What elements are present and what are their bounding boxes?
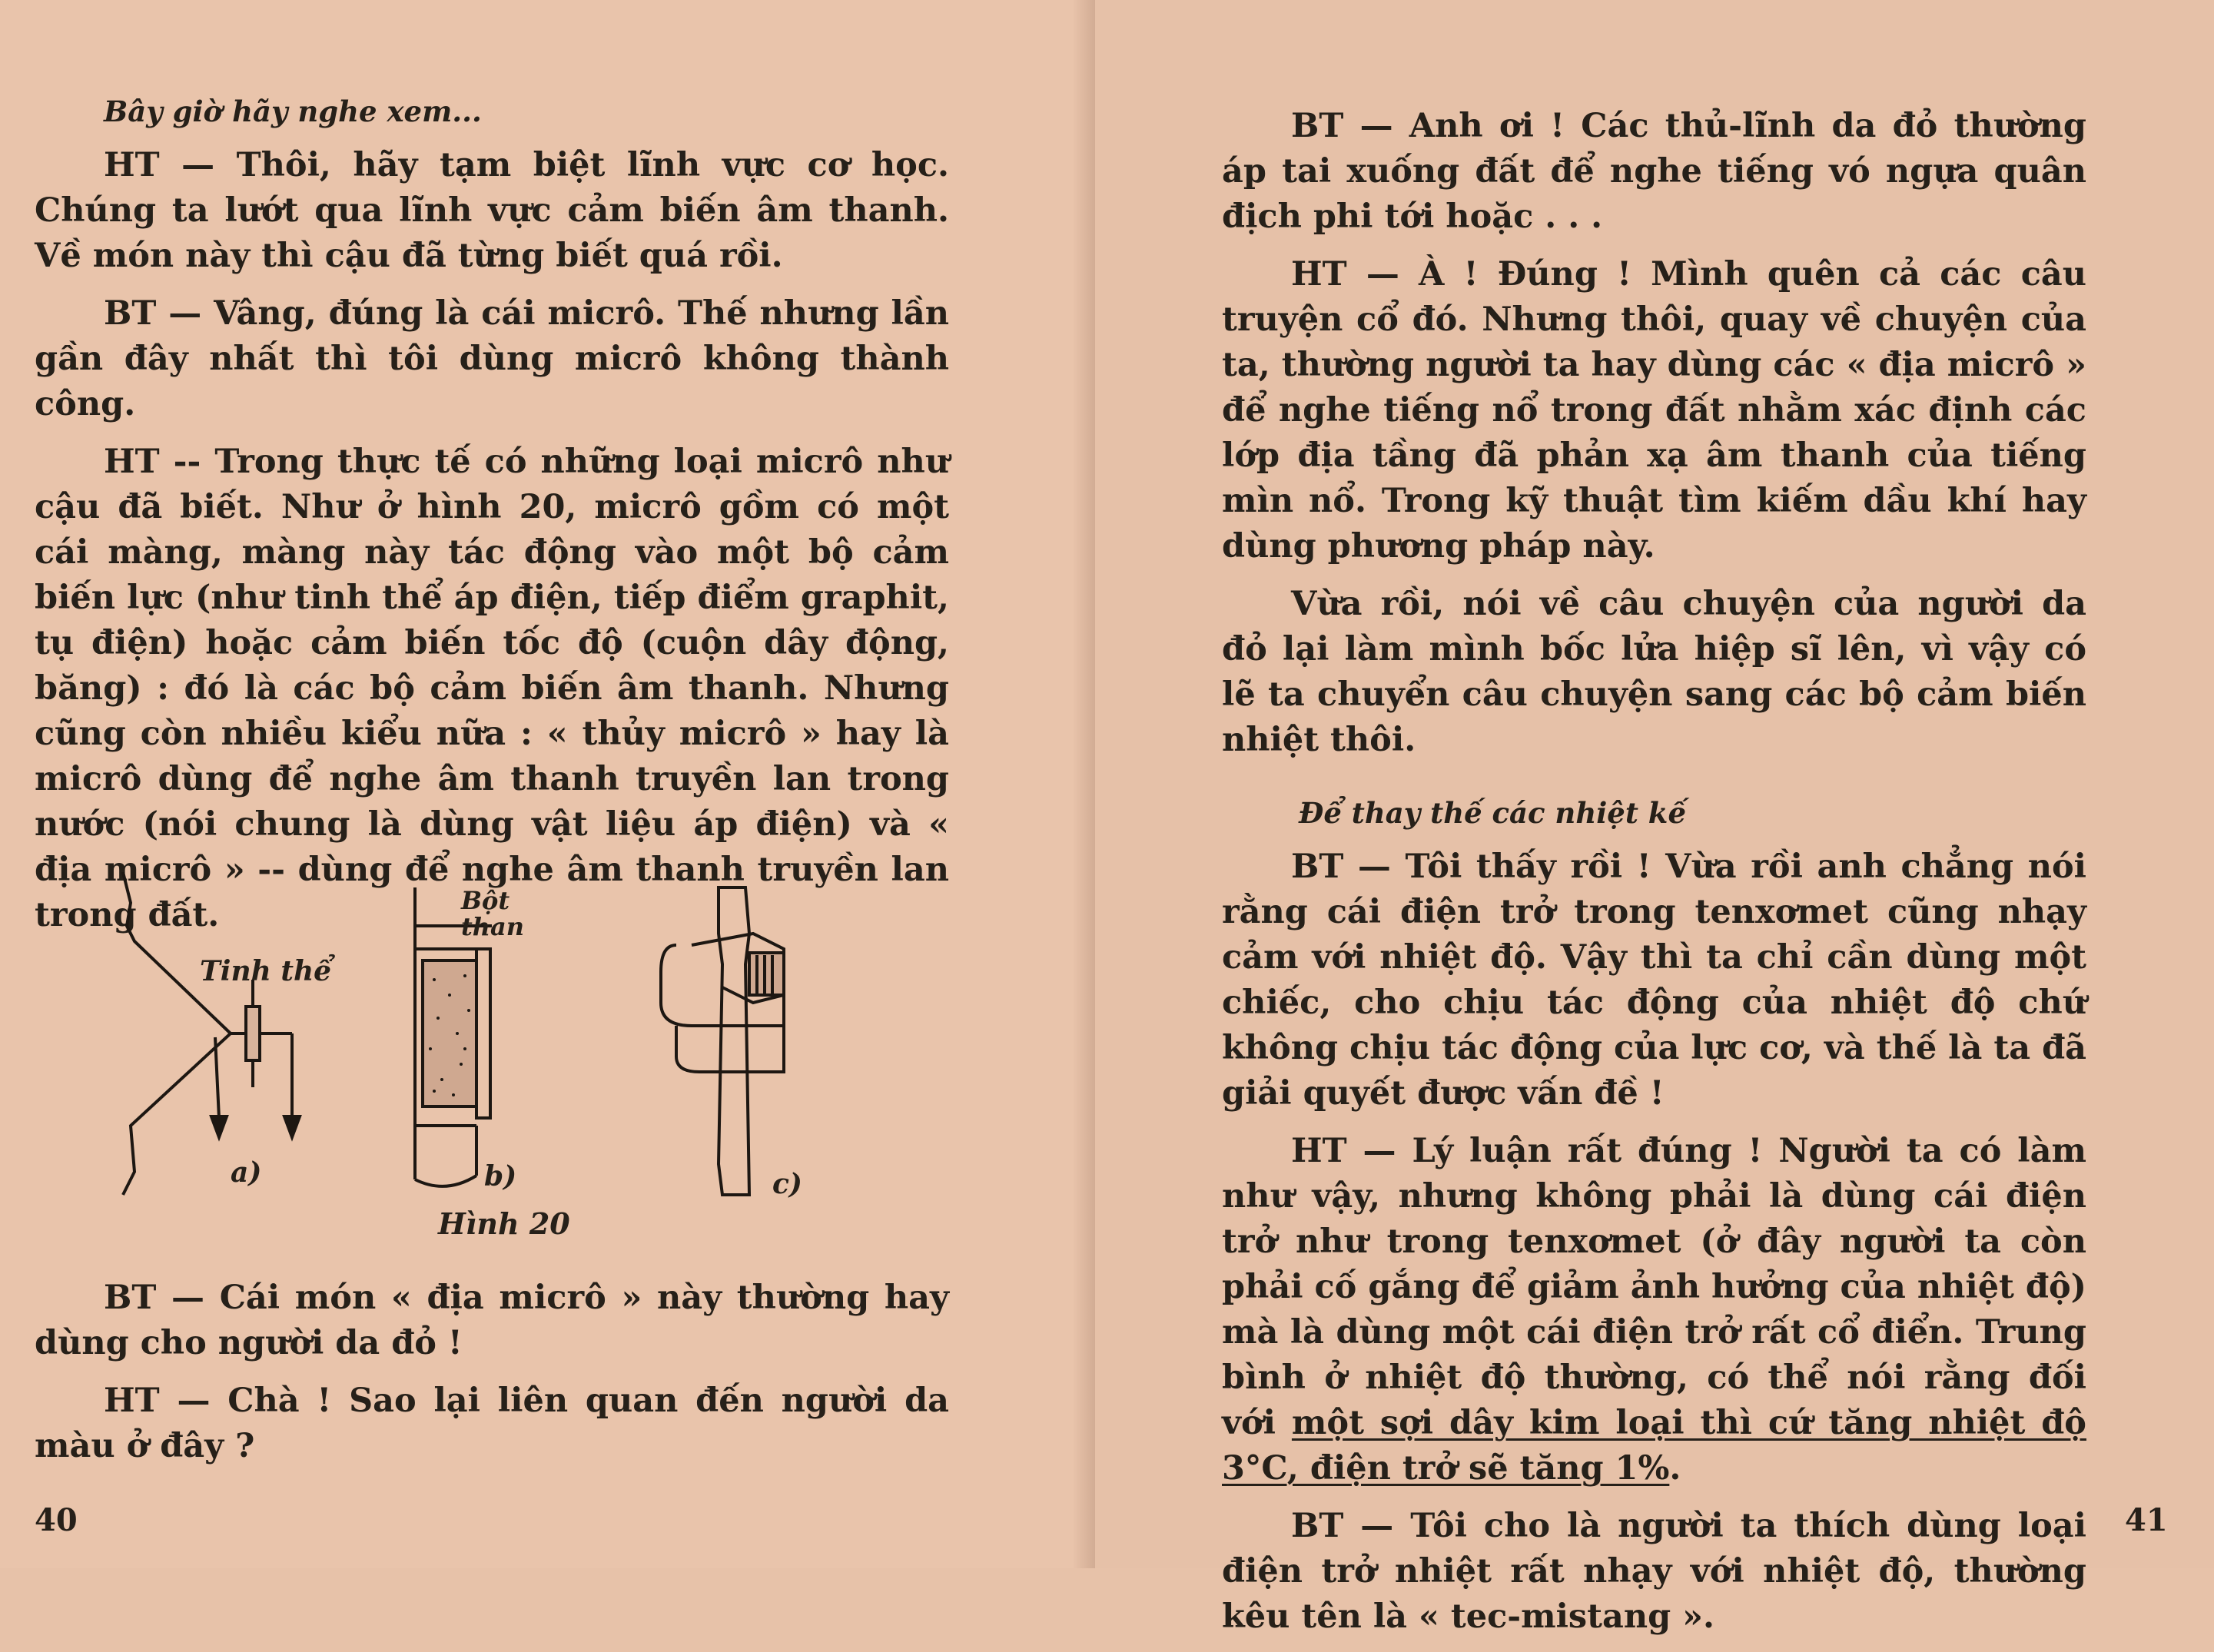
paragraph-text-end: . [1669,1449,1681,1488]
diagram-a-crystal-microphone [123,872,300,1195]
page-number-left: 40 [35,1502,78,1538]
paragraph [35,291,949,427]
paragraph [1222,252,2086,569]
speaker-label: HT [104,443,160,481]
speaker-label: HT [1291,1132,1347,1170]
section-heading: Để thay thế các nhiệt kế [1299,796,1686,830]
speaker-label: HT [104,1382,160,1420]
underlined-text: một sợi dây kim loại thì cứ tăng nhiệt độ 3°C, điện trở sẽ tăng 1% [1222,1404,2086,1488]
page-number-right: 41 [2125,1502,2168,1538]
subfigure-c-label: c) [772,1168,802,1200]
section-heading: Bây giờ hãy nghe xem... [104,95,482,128]
paragraph-text: — Thôi, hãy tạm biệt lĩnh vực cơ học. Chúng ta lướt qua lĩnh vực cảm biến âm thanh. Về món này thì cậu đã từng biết quá rồi. [35,146,949,275]
paragraph-text: — Cái món « địa micrô » này thường hay dùng cho người da đỏ ! [35,1279,949,1362]
paragraph [1222,1129,2086,1491]
subfigure-a-label: a) [231,1156,262,1189]
speaker-label: HT [1291,255,1347,294]
left-page [0,0,1095,1568]
label-carbon [461,887,524,940]
diagram-c-dynamic-microphone [661,887,784,1195]
label-carbon-line2: than [461,912,525,941]
paragraph [1222,104,2086,240]
speaker-label: BT [1291,848,1344,886]
figure-20 [108,872,845,1256]
paragraph-text: — Tôi cho là người ta thích dùng loại điện trở nhiệt rất nhạy với nhiệt độ, thường kêu tên là « tec-mistang ». [1222,1507,2086,1636]
speaker-label: BT [1291,1507,1344,1545]
paragraph-text: — Tôi thấy rồi ! Vừa rồi anh chẳng nói rằng cái điện trở trong tenxơmet cũng nhạy cảm với nhiệt độ. Vậy thì ta chỉ cần dùng một chiếc, cho chịu tác động của nhiệt độ chứ không chịu tác động của lực cơ, và thế là ta đã giải quyết được vấn đề ! [1222,848,2086,1113]
paragraph [35,440,949,938]
paragraph [1222,844,2086,1116]
paragraph-text: Vừa rồi, nói về câu chuyện của người da đỏ lại làm mình bốc lửa hiệp sĩ lên, vì vậy có lẽ ta chuyển câu chuyện sang các bộ cảm biến nhiệt thôi. [1222,585,2086,759]
paragraph-text: — Anh ơi ! Các thủ-lĩnh da đỏ thường áp tai xuống đất để nghe tiếng vó ngựa quân địch phi tới hoặc . . . [1222,107,2086,236]
paragraph [1222,582,2086,763]
paragraph-text: — Vâng, đúng là cái micrô. Thế nhưng lần gần đây nhất thì tôi dùng micrô không thành công. [35,294,949,423]
paragraph [35,143,949,279]
paragraph-text: — Lý luận rất đúng ! Người ta có làm như vậy, nhưng không phải là dùng cái điện trở như trong tenxơmet (ở đây người ta còn phải cố gắng để giảm ảnh hưởng của nhiệt độ) mà là dùng một cái điện trở rất cổ điển. Trung bình ở nhiệt độ thường, có thể nói rằng đối với [1222,1132,2086,1442]
label-carbon-line1: Bột [461,886,510,915]
speaker-label: BT [104,294,157,333]
right-page [1095,0,2214,1636]
paragraph [35,1378,949,1469]
paragraph [1222,1504,2086,1640]
subfigure-b-label: b) [484,1160,517,1193]
left-page-text-bottom [35,1275,949,1481]
paragraph-text: — À ! Đúng ! Mình quên cả các câu truyện cổ đó. Nhưng thôi, quay về chuyện của ta, thường người ta hay dùng các « địa micrô » để nghe tiếng nổ trong đất nhằm xác định các lớp địa tầng đã phản xạ âm thanh của tiếng mìn nổ. Trong kỹ thuật tìm kiếm dầu khí hay dùng phương pháp này. [1222,255,2086,566]
paragraph [35,1275,949,1366]
speaker-label: BT [104,1279,157,1317]
label-crystal: Tinh thể [200,955,332,987]
right-page-text [1222,104,2086,1652]
paragraph-text: -- Trong thực tế có những loại micrô như cậu đã biết. Như ở hình 20, micrô gồm có một cái màng, màng này tác động vào một bộ cảm biến lực (như tinh thể áp điện, tiếp điểm graphit, tụ điện) hoặc cảm biến tốc độ (cuộn dây động, băng) : đó là các bộ cảm biến âm thanh. Nhưng cũng còn nhiều kiểu nữa : « thủy micrô » hay là micrô dùng để nghe âm thanh truyền lan trong nước (nói chung là dùng vật liệu áp điện) và « địa micrô » -- dùng để nghe âm thanh truyền lan trong đất. [35,443,949,934]
speaker-label: HT [104,146,160,184]
speaker-label: BT [1291,107,1344,145]
figure-caption: Hình 20 [438,1206,570,1241]
left-page-text [35,92,949,950]
paragraph-text: — Chà ! Sao lại liên quan đến người da màu ở đây ? [35,1382,949,1465]
